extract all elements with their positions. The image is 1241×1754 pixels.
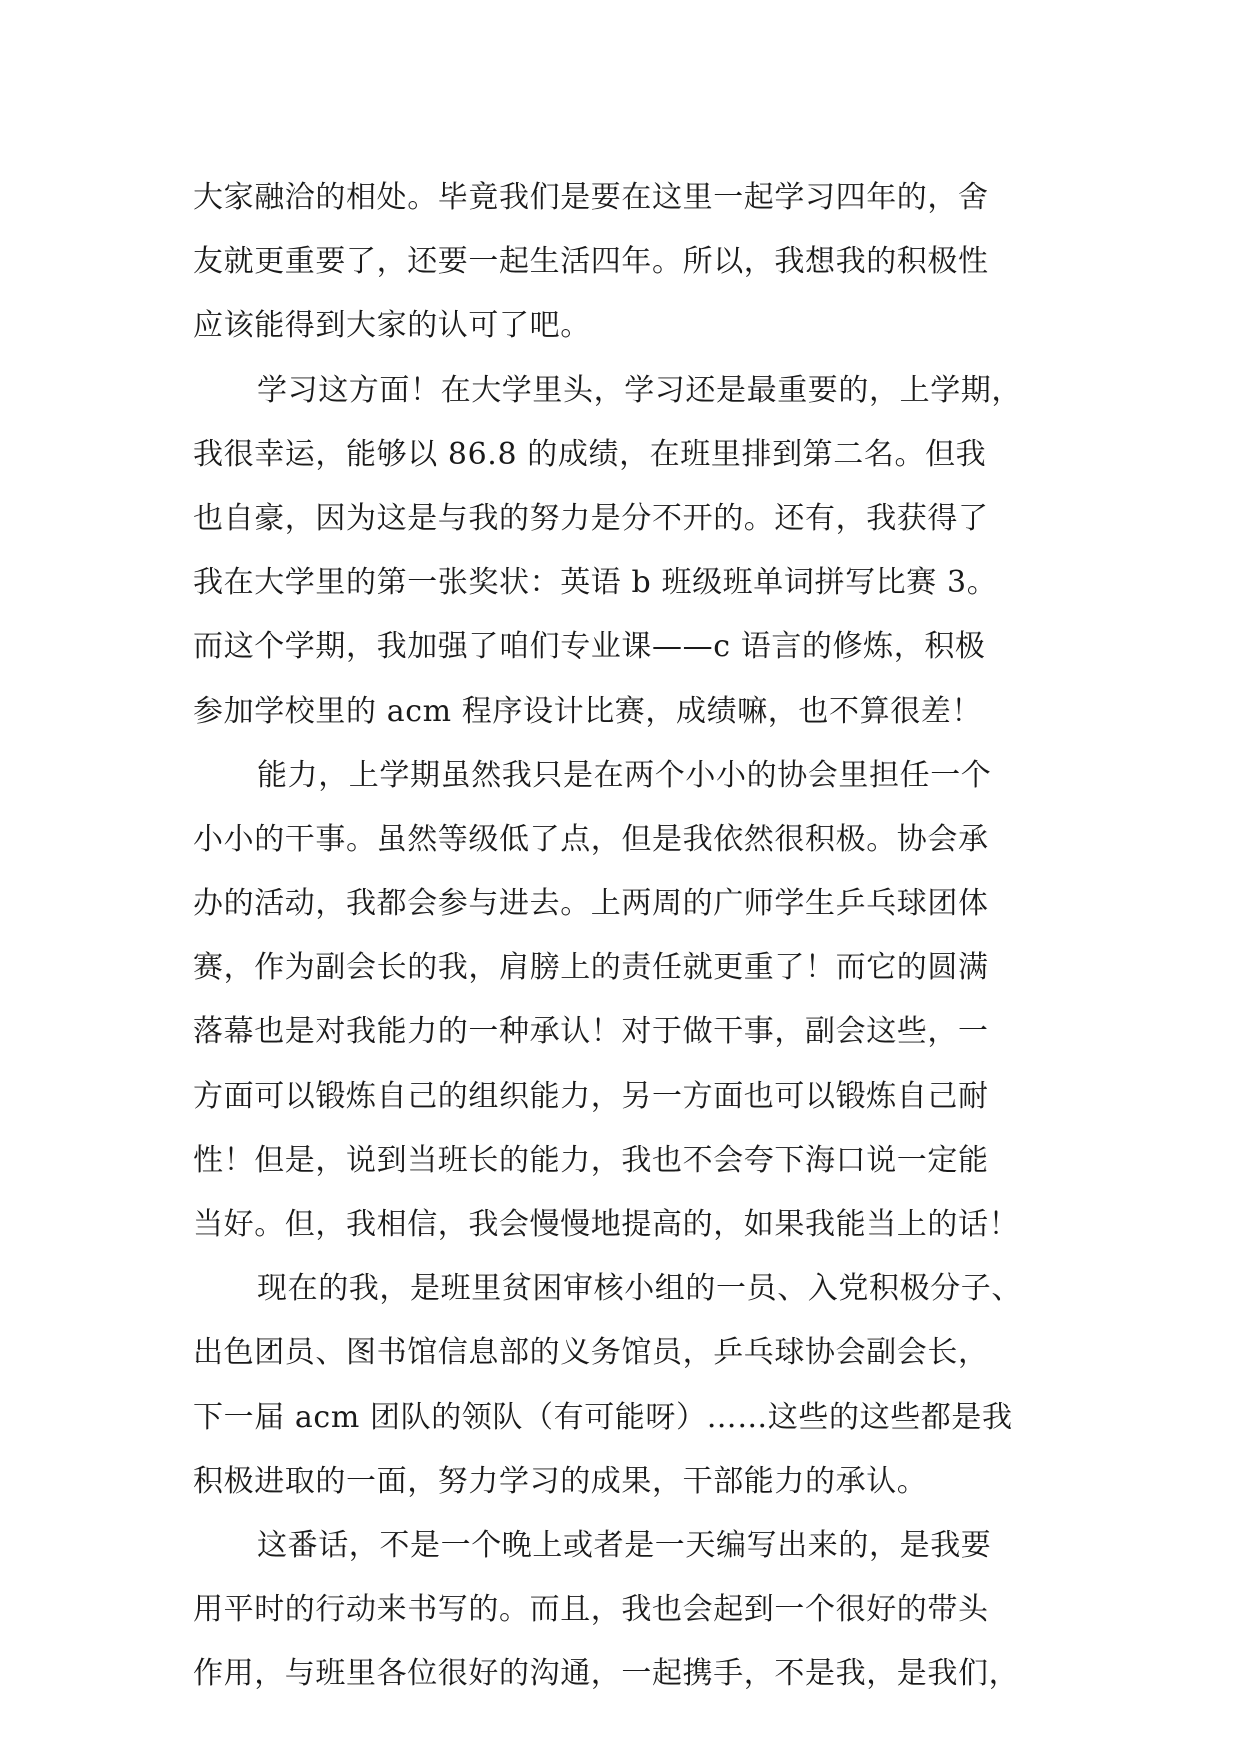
paragraph-first-line: 现在的我，是班里贫困审核小组的一员、入党积极分子、	[257, 1271, 1022, 1307]
text-line: 用平时的行动来书写的。而且，我也会起到一个很好的带头	[193, 1592, 989, 1628]
text-line: 也自豪，因为这是与我的努力是分不开的。还有，我获得了	[193, 500, 989, 536]
text-line: 作用，与班里各位很好的沟通，一起携手，不是我，是我们，	[193, 1656, 1020, 1692]
text-line: 参加学校里的 acm 程序设计比赛，成绩嘛，也不算很差！	[193, 693, 983, 729]
paragraph-first-line: 能力，上学期虽然我只是在两个小小的协会里担任一个	[257, 757, 992, 793]
text-line: 方面可以锻炼自己的组织能力，另一方面也可以锻炼自己耐	[193, 1078, 989, 1114]
text-line: 友就更重要了，还要一起生活四年。所以，我想我的积极性	[193, 244, 989, 280]
text-line: 性！但是，说到当班长的能力，我也不会夸下海口说一定能	[193, 1142, 989, 1178]
document-body	[193, 166, 1053, 1707]
text-line: 小小的干事。虽然等级低了点，但是我依然很积极。协会承	[193, 821, 989, 857]
text-line: 出色团员、图书馆信息部的义务馆员，乒乓球协会副会长，	[193, 1335, 989, 1371]
text-line: 应该能得到大家的认可了吧。	[193, 308, 591, 344]
text-line: 我很幸运，能够以 86.8 的成绩，在班里排到第二名。但我	[193, 436, 987, 472]
text-line: 积极进取的一面，努力学习的成果，干部能力的承认。	[193, 1463, 928, 1499]
text-line: 我在大学里的第一张奖状：英语 b 班级班单词拼写比赛 3。	[193, 565, 998, 601]
text-line: 下一届 acm 团队的领队（有可能呀）……这些的这些都是我	[193, 1399, 1013, 1435]
text-line: 大家融洽的相处。毕竟我们是要在这里一起学习四年的，舍	[193, 180, 989, 215]
text-line: 赛，作为副会长的我，肩膀上的责任就更重了！而它的圆满	[193, 950, 989, 986]
paragraph-first-line: 这番话，不是一个晚上或者是一天编写出来的，是我要	[257, 1527, 992, 1563]
text-line: 办的活动，我都会参与进去。上两周的广师学生乒乓球团体	[193, 886, 989, 922]
paragraph-first-line: 学习这方面！在大学里头，学习还是最重要的，上学期，	[257, 372, 1022, 408]
text-line: 而这个学期，我加强了咱们专业课——c 语言的修炼，积极	[193, 629, 986, 665]
text-line: 落幕也是对我能力的一种承认！对于做干事，副会这些，一	[193, 1014, 989, 1050]
text-line: 当好。但，我相信，我会慢慢地提高的，如果我能当上的话！	[193, 1207, 1020, 1242]
